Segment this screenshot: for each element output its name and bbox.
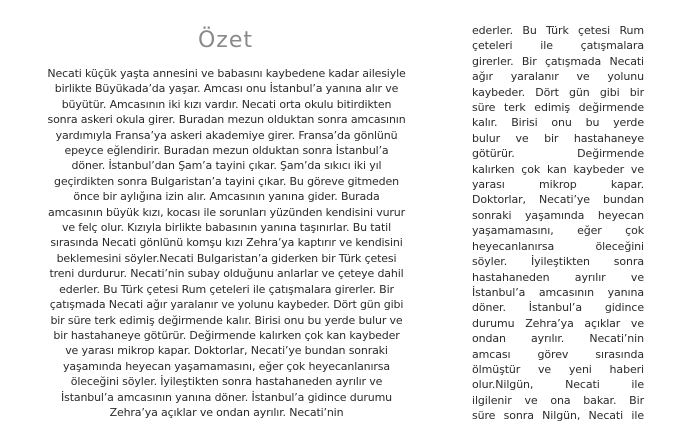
text-line: birlikte Büyükada’da yaşar. Amcası onu İstanbul’a yanına alır ve (54, 82, 399, 96)
text-line: sonra askeri okula girer. Buradan mezun olduktan sonra amcasının (47, 113, 406, 127)
text-line: Necati küçük yaşta annesini ve babasını kaybedene kadar ailesiyle (47, 67, 406, 80)
text-line: sonraki yaşamında heyecan (472, 208, 644, 222)
summary-column-right (472, 23, 644, 424)
text-line: süre terk edimiş değirmende (472, 101, 644, 115)
text-line: bir süre terk edimiş değirmende kalır. Birisi onu bu yerde bulur ve (50, 313, 403, 327)
text-line: öleceğini söyler. İyileştikten sonra hastahaneden ayrılır ve (70, 375, 383, 389)
text-line: treni durdurur. Necati’nin subay olduğunu anlarlar ve çeteye dahil (49, 267, 404, 281)
text-line: geçirdikten sonra Bulgaristan’a tayini çıkar. Bu göreve gitmeden (54, 174, 399, 188)
text-line: önce bir aylığına izin alır. Amcasının yanına gider. Burada (73, 190, 380, 204)
text-line: Zehra’ya açıklar ve ondan ayrılır. Necati’nin (109, 405, 344, 419)
text-line: kaybeder. Dört gün gibi bir (472, 85, 644, 99)
text-line: ederler. Bu Türk çetesi Rum çeteleri ile çatışmalara girerler. Bir (59, 282, 394, 296)
text-line: ondan ayrılır. Necati’nin (472, 332, 644, 346)
text-line: bulur ve bir hastahaneye (472, 131, 644, 145)
text-line: ilgilenir ve ona bakar. Bir (472, 393, 644, 407)
text-line: ederler. Bu Türk çetesi Rum (472, 24, 644, 37)
text-line: götürür. Değirmende (472, 147, 644, 161)
text-line: döner. İstanbul’a gidince (472, 301, 644, 315)
text-line: ağır yaralanır ve yolunu (472, 70, 644, 84)
text-line: beklemesini söyler.Necati Bulgaristan’a giderken bir Türk çetesi (56, 251, 397, 265)
text-line: durumu Zehra’ya açıklar ve (472, 316, 644, 330)
text-line: süre sonra Nilgün, Necati ile (472, 409, 644, 423)
text-line: ve yarası mikrop kapar. Doktorlar, Necati’ye bundan sonraki (65, 344, 388, 358)
text-line: büyütür. Amcasının iki kızı vardır. Necati orta okulu bitirdikten (61, 97, 392, 111)
text-line: çeteleri ile çatışmalara (472, 39, 644, 53)
text-line: olur.Nilgün, Necati ile (472, 378, 644, 392)
text-line: İstanbul’a amcasının yanına döner. İstanbul’a gidince durumu (61, 390, 392, 404)
summary-column-left (27, 66, 426, 420)
text-line: hastahaneden ayrılır ve (472, 270, 644, 284)
text-line: heyecanlanırsa öleceğini (472, 239, 644, 253)
text-line: yaşamamasını, eğer çok (472, 224, 644, 238)
text-line: döner. İstanbul’dan Şam’a tayini çıkar. Şam’da sıkıcı iki yıl (71, 159, 382, 173)
text-line: epeyce eğlendirir. Buradan mezun olduktan sonra İstanbul’a (64, 144, 389, 158)
text-line: ölmüştür ve yeni haberi (472, 362, 644, 376)
text-line: çatışmada Necati ağır yaralanır ve yolunu kaybeder. Dört gün gibi (49, 298, 404, 312)
text-line: kalır. Birisi onu bu yerde (472, 116, 644, 130)
text-line: İstanbul’a amcasının yanına (472, 285, 644, 299)
text-line: ve felç olur. Kızıyla birlikte babasının yanına taşınırlar. Bu tatil (61, 221, 391, 235)
text-line: söyler. İyileştikten sonra (472, 255, 644, 269)
text-line: sırasında Necati gönlünü komşu kızı Zehra’ya kaptırır ve kendisini (50, 236, 403, 250)
page-title: Özet (197, 28, 254, 53)
text-line: yarası mikrop kapar. (472, 178, 644, 192)
text-line: amcasının büyük kızı, kocası ile sorunları yüzünden kendisini vurur (48, 205, 405, 219)
text-line: amcası görev sırasında (472, 347, 644, 361)
text-line: girerler. Bir çatışmada Necati (472, 54, 644, 68)
text-line: kalırken çok kan kaybeder ve (472, 162, 644, 176)
text-line: bir hastahaneye götürür. Değirmende kalırken çok kan kaybeder (53, 328, 400, 342)
text-line: yaşamında heyecan yaşamamasını, eğer çok heyecanlanırsa (63, 359, 390, 373)
text-line: Doktorlar, Necati’ye bundan (472, 193, 644, 207)
text-line: yardımıyla Fransa’ya askeri akademiye girer. Fransa’da gönlünü (55, 128, 398, 142)
